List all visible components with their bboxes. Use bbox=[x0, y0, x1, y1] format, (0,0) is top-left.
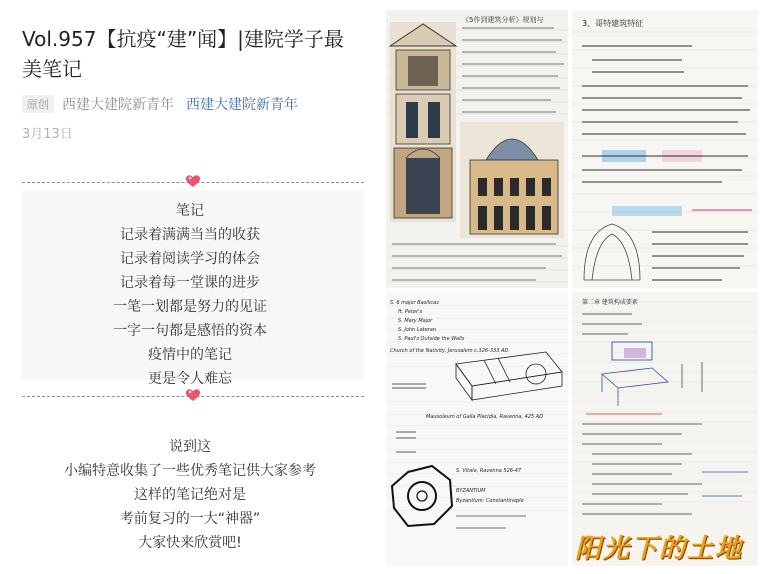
poem-line: 更是令人难忘 bbox=[148, 371, 232, 387]
architecture-sketch-image bbox=[386, 10, 568, 288]
elements-notes-image bbox=[572, 292, 758, 566]
poem-line: 笔记 bbox=[176, 203, 204, 219]
note-photo-basilicas[interactable] bbox=[386, 292, 568, 566]
note-line: S. Mary Major bbox=[398, 318, 433, 324]
account-link[interactable]: 西建大建院新青年 bbox=[186, 97, 298, 113]
note-line: S. 6 major Basilicas bbox=[390, 300, 439, 306]
article-meta bbox=[22, 94, 298, 114]
gothic-notes-image bbox=[572, 10, 758, 288]
note-heading: 3、哥特建筑特征 bbox=[582, 19, 644, 28]
publish-date: 3月13日 bbox=[22, 127, 73, 142]
note-photo-elements[interactable] bbox=[572, 292, 758, 566]
poem-line: 记录着满满当当的收获 bbox=[120, 227, 260, 243]
basilica-notes-image bbox=[386, 292, 568, 566]
author-name: 西建大建院新青年 bbox=[62, 97, 174, 113]
note-heading: 第二章 建筑构成要素 bbox=[582, 299, 638, 306]
heart-icon bbox=[185, 174, 201, 188]
notes-collage bbox=[382, 8, 760, 568]
intro-line: 这样的笔记绝对是 bbox=[134, 487, 246, 503]
poem-line: 疫情中的笔记 bbox=[148, 347, 232, 363]
poem-line: 一字一句都是感悟的资本 bbox=[113, 323, 267, 339]
article-title: Vol.957【抗疫“建”闻】|建院学子最美笔记 bbox=[22, 27, 344, 81]
intro-line: 大家快来欣赏吧! bbox=[138, 535, 242, 551]
poem-line: 一笔一划都是努力的见证 bbox=[113, 299, 267, 315]
note-heading: 《5作到建筑分析》规划与 bbox=[462, 16, 544, 24]
article-panel bbox=[0, 0, 380, 574]
note-line: BYZANTIUM bbox=[456, 488, 486, 494]
watermark: 阳光下的土地 bbox=[575, 534, 744, 564]
note-line: ft. Peter's bbox=[398, 309, 423, 315]
note-photo-gothic[interactable] bbox=[572, 10, 758, 288]
intro-line: 说到这 bbox=[169, 439, 211, 455]
note-line: Mausoleum of Galla Placidia, Ravenna, 425 AD bbox=[426, 414, 544, 420]
poem-line: 记录着阅读学习的体会 bbox=[120, 251, 260, 267]
intro-line: 考前复习的一大“神器” bbox=[119, 511, 261, 527]
intro-line: 小编特意收集了一些优秀笔记供大家参考 bbox=[64, 463, 316, 479]
original-badge: 原创 bbox=[22, 95, 54, 113]
note-line: Church of the Nativity, Jerusalem c.326-333 AD bbox=[390, 348, 509, 354]
note-line: S. Paul's Outside the Walls bbox=[398, 336, 465, 342]
note-line: S. Vitale, Ravenna 526-47 bbox=[456, 468, 522, 474]
poem-line: 记录着每一堂课的进步 bbox=[120, 275, 260, 291]
note-line: Byzantium: Constantinople bbox=[456, 498, 524, 504]
note-line: S. John Lateran bbox=[398, 327, 436, 333]
heart-icon bbox=[185, 388, 201, 402]
note-photo-architecture[interactable] bbox=[386, 10, 568, 288]
